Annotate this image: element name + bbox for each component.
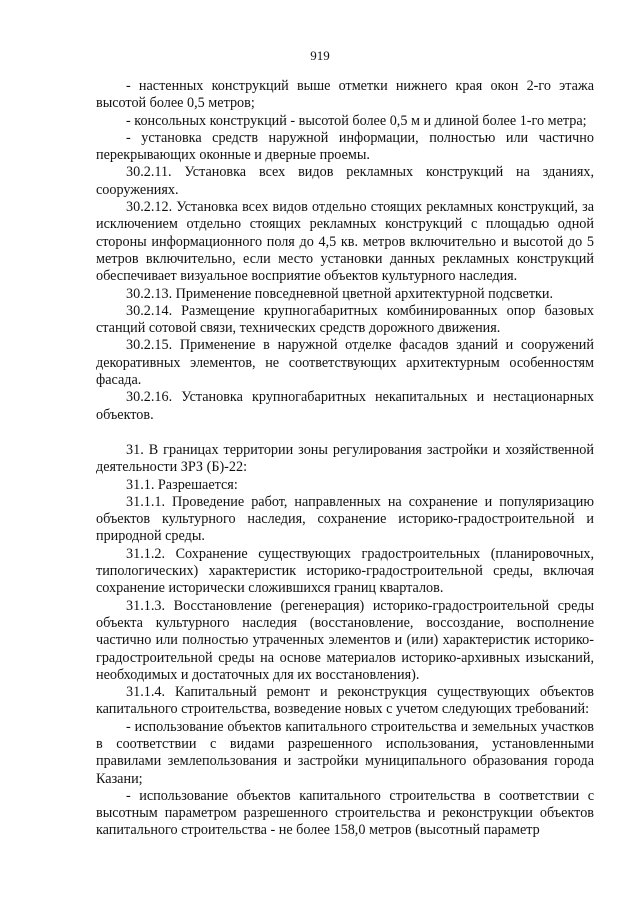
document-body — [96, 78, 594, 840]
paragraph-31-1-3: 31.1.3. Восстановление (регенерация) историко-градостроительной среды объекта культурного наследия (восстановление, воссоздание, восполнение частично или полностью утраченных элементов и (или) характеристик историко-градостроительной среды на основе материалов историко-архивных изысканий, необходимых и достаточных для их восстановления). — [96, 597, 594, 683]
paragraph-31-1: 31.1. Разрешается: — [126, 476, 238, 493]
paragraph-30-2-13: 30.2.13. Применение повседневной цветной архитектурной подсветки. — [126, 285, 554, 302]
paragraph-31-1-1: 31.1.1. Проведение работ, направленных на сохранение и популяризацию объектов культурного наследия, сохранение историко-градостроительной и природной среды. — [96, 493, 594, 545]
paragraph-requirement-2: - использование объектов капитального строительства в соответствии с высотным параметром разрешенного строительства и реконструкции объектов капитального строительства - не более 158,0 метров (высотный параметр — [96, 787, 594, 839]
paragraph-30-2-14: 30.2.14. Размещение крупногабаритных комбинированных опор базовых станций сотовой связи, технических средств дорожного движения. — [96, 302, 594, 337]
paragraph-30-2-15: 30.2.15. Применение в наружной отделке фасадов зданий и сооружений декоративных элементов, не соответствующих архитектурным особенностям фасада. — [96, 337, 594, 389]
paragraph-31-1-2: 31.1.2. Сохранение существующих градостроительных (планировочных, типологических) характеристик историко-градостроительной среды, включая сохранение исторически сложившихся границ кварталов. — [96, 545, 594, 597]
section-gap — [96, 424, 594, 442]
page-number: 919 — [310, 48, 330, 63]
paragraph-30-2-16: 30.2.16. Установка крупногабаритных некапитальных и нестационарных объектов. — [96, 389, 594, 423]
paragraph-1: - настенных конструкций выше отметки нижнего края окон 2-го этажа высотой более 0,5 метров; — [96, 78, 594, 112]
paragraph-2: - консольных конструкций - высотой более 0,5 м и длиной более 1-го метра; — [126, 112, 587, 129]
paragraph-30-2-12: 30.2.12. Установка всех видов отдельно стоящих рекламных конструкций, за исключением отдельно стоящих рекламных конструкций с площадью одной стороны информационного поля до 4,5 кв. метров включительно и высотой до 5 метров включительно, если место установки данных рекламных конструкций обеспечивает визуальное восприятие объектов культурного наследия. — [96, 199, 594, 285]
paragraph-3: - установка средств наружной информации, полностью или частично перекрывающих оконные и дверные проемы. — [96, 129, 594, 164]
paragraph-31-1-4: 31.1.4. Капитальный ремонт и реконструкция существующих объектов капитального строительства, возведение новых с учетом следующих требований: — [96, 684, 594, 718]
paragraph-requirement-1: - использование объектов капитального строительства и земельных участков в соответствии с видами разрешенного использования, установленными правилами землепользования и застройки муниципального образования города Казани; — [96, 718, 594, 787]
paragraph-31: 31. В границах территории зоны регулирования застройки и хозяйственной деятельности ЗРЗ (Б)-22: — [96, 441, 594, 476]
paragraph-30-2-11: 30.2.11. Установка всех видов рекламных конструкций на зданиях, сооружениях. — [96, 164, 594, 198]
